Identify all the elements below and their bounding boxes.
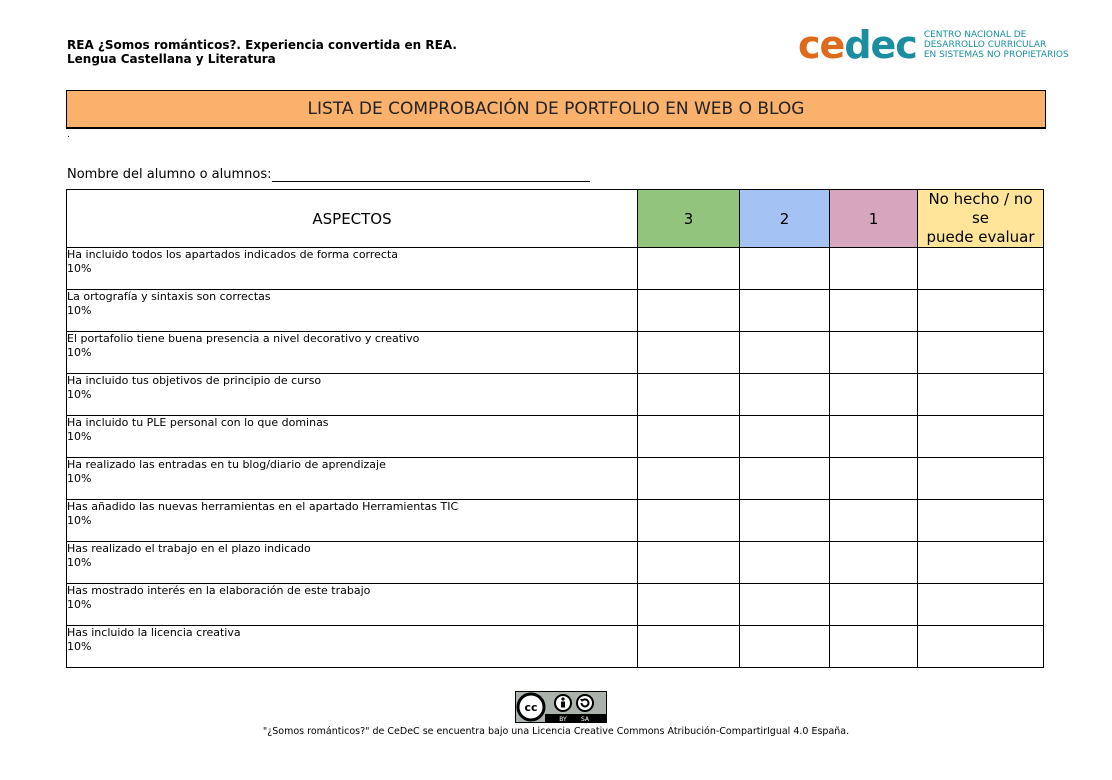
score-1-cell[interactable] bbox=[830, 500, 918, 542]
score-2-cell[interactable] bbox=[740, 458, 830, 500]
score-3-cell[interactable] bbox=[638, 626, 740, 668]
aspect-weight: 10% bbox=[67, 598, 92, 611]
header-subject: Lengua Castellana y Literatura bbox=[67, 52, 276, 66]
not-done-cell[interactable] bbox=[918, 542, 1044, 584]
aspect-text: Has mostrado interés en la elaboración de este trabajo bbox=[67, 584, 371, 597]
score-2-cell[interactable] bbox=[740, 500, 830, 542]
score-1-cell[interactable] bbox=[830, 626, 918, 668]
aspect-text: Has realizado el trabajo en el plazo indicado bbox=[67, 542, 311, 555]
score-1-cell[interactable] bbox=[830, 374, 918, 416]
stray-dot: . bbox=[67, 130, 70, 140]
score-1-cell[interactable] bbox=[830, 542, 918, 584]
svg-text:cc: cc bbox=[524, 701, 538, 714]
header-score-3: 3 bbox=[638, 190, 740, 248]
score-3-cell[interactable] bbox=[638, 248, 740, 290]
student-name-line bbox=[272, 167, 590, 182]
header-title: REA ¿Somos románticos?. Experiencia convertida en REA. bbox=[67, 38, 457, 52]
aspect-weight: 10% bbox=[67, 346, 92, 359]
aspect-weight: 10% bbox=[67, 262, 92, 275]
table-header-row bbox=[67, 190, 1044, 248]
not-done-cell[interactable] bbox=[918, 290, 1044, 332]
score-1-cell[interactable] bbox=[830, 584, 918, 626]
table-row bbox=[67, 626, 1044, 668]
aspect-text: Ha realizado las entradas en tu blog/diario de aprendizaje bbox=[67, 458, 386, 471]
aspect-cell bbox=[67, 584, 638, 626]
score-2-cell[interactable] bbox=[740, 248, 830, 290]
score-3-cell[interactable] bbox=[638, 584, 740, 626]
table-row bbox=[67, 248, 1044, 290]
table-row bbox=[67, 458, 1044, 500]
aspect-text: Ha incluido tus objetivos de principio de curso bbox=[67, 374, 322, 387]
page-title: LISTA DE COMPROBACIÓN DE PORTFOLIO EN WEB O BLOG bbox=[66, 90, 1046, 129]
aspect-cell bbox=[67, 542, 638, 584]
table-row bbox=[67, 374, 1044, 416]
aspect-weight: 10% bbox=[67, 304, 92, 317]
score-3-cell[interactable] bbox=[638, 374, 740, 416]
cedec-logo bbox=[798, 25, 1069, 65]
svg-text:BY: BY bbox=[559, 716, 567, 723]
table-row bbox=[67, 290, 1044, 332]
table-row bbox=[67, 416, 1044, 458]
score-3-cell[interactable] bbox=[638, 290, 740, 332]
score-1-cell[interactable] bbox=[830, 332, 918, 374]
not-done-cell[interactable] bbox=[918, 626, 1044, 668]
aspect-weight: 10% bbox=[67, 388, 92, 401]
aspect-text: Has incluido la licencia creativa bbox=[67, 626, 241, 639]
license-footer: "¿Somos románticos?" de CeDeC se encuentra bajo una Licencia Creative Commons Atribución-CompartirIgual 4.0 España. bbox=[262, 726, 850, 737]
score-2-cell[interactable] bbox=[740, 626, 830, 668]
aspect-weight: 10% bbox=[67, 514, 92, 527]
table-row bbox=[67, 500, 1044, 542]
score-3-cell[interactable] bbox=[638, 542, 740, 584]
score-1-cell[interactable] bbox=[830, 458, 918, 500]
aspect-cell bbox=[67, 290, 638, 332]
header-score-2: 2 bbox=[740, 190, 830, 248]
not-done-cell[interactable] bbox=[918, 374, 1044, 416]
cc-by-sa-badge bbox=[515, 691, 607, 723]
not-done-cell[interactable] bbox=[918, 416, 1044, 458]
not-done-cell[interactable] bbox=[918, 248, 1044, 290]
not-done-cell[interactable] bbox=[918, 332, 1044, 374]
aspect-text: Has añadido las nuevas herramientas en el apartado Herramientas TIC bbox=[67, 500, 459, 513]
header-aspectos: ASPECTOS bbox=[67, 190, 638, 248]
student-name-field bbox=[67, 167, 590, 182]
header-not-done: No hecho / no se puede evaluar bbox=[918, 190, 1044, 248]
aspect-cell bbox=[67, 332, 638, 374]
score-1-cell[interactable] bbox=[830, 416, 918, 458]
score-2-cell[interactable] bbox=[740, 332, 830, 374]
score-2-cell[interactable] bbox=[740, 416, 830, 458]
header-score-1: 1 bbox=[830, 190, 918, 248]
score-2-cell[interactable] bbox=[740, 584, 830, 626]
checklist-table bbox=[66, 189, 1044, 668]
table-row bbox=[67, 584, 1044, 626]
aspect-text: Ha incluido tu PLE personal con lo que dominas bbox=[67, 416, 329, 429]
score-2-cell[interactable] bbox=[740, 290, 830, 332]
aspect-cell bbox=[67, 500, 638, 542]
aspect-weight: 10% bbox=[67, 640, 92, 653]
aspect-text: Ha incluido todos los apartados indicados de forma correcta bbox=[67, 248, 399, 261]
aspect-cell bbox=[67, 374, 638, 416]
cedec-logo-subtitle: CENTRO NACIONAL DE DESARROLLO CURRICULAR EN SISTEMAS NO PROPIETARIOS bbox=[923, 30, 1069, 60]
score-2-cell[interactable] bbox=[740, 374, 830, 416]
aspect-cell bbox=[67, 626, 638, 668]
aspect-weight: 10% bbox=[67, 430, 92, 443]
document-header bbox=[67, 38, 457, 66]
not-done-cell[interactable] bbox=[918, 500, 1044, 542]
aspect-text: La ortografía y sintaxis son correctas bbox=[67, 290, 271, 303]
cedec-logo-word: cedec bbox=[798, 23, 917, 67]
score-3-cell[interactable] bbox=[638, 332, 740, 374]
aspect-text: El portafolio tiene buena presencia a nivel decorativo y creativo bbox=[67, 332, 420, 345]
not-done-cell[interactable] bbox=[918, 584, 1044, 626]
aspect-weight: 10% bbox=[67, 556, 92, 569]
aspect-cell bbox=[67, 416, 638, 458]
table-row bbox=[67, 332, 1044, 374]
score-1-cell[interactable] bbox=[830, 248, 918, 290]
score-3-cell[interactable] bbox=[638, 458, 740, 500]
sa-icon bbox=[577, 695, 593, 711]
not-done-cell[interactable] bbox=[918, 458, 1044, 500]
score-3-cell[interactable] bbox=[638, 500, 740, 542]
score-2-cell[interactable] bbox=[740, 542, 830, 584]
aspect-weight: 10% bbox=[67, 472, 92, 485]
svg-text:SA: SA bbox=[580, 716, 590, 723]
score-3-cell[interactable] bbox=[638, 416, 740, 458]
student-name-label: Nombre del alumno o alumnos: bbox=[67, 167, 272, 182]
aspect-cell bbox=[67, 458, 638, 500]
table-row bbox=[67, 542, 1044, 584]
aspect-cell bbox=[67, 248, 638, 290]
score-1-cell[interactable] bbox=[830, 290, 918, 332]
